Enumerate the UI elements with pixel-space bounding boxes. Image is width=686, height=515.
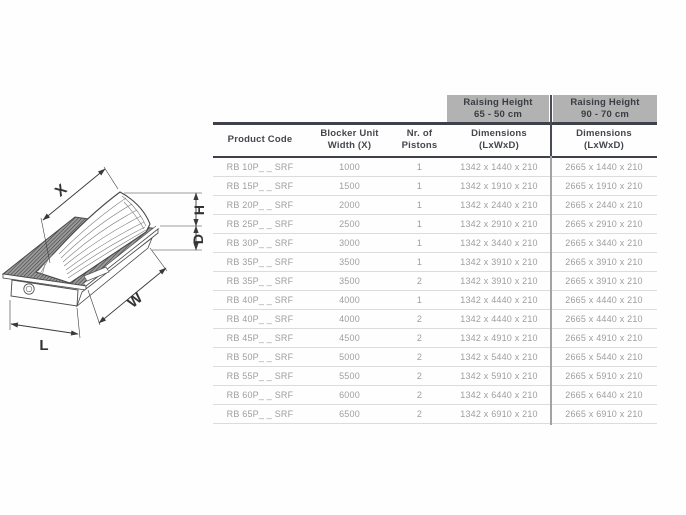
cell-blocker-width: 1000 bbox=[339, 162, 360, 172]
cell-blocker-width: 3500 bbox=[339, 257, 360, 267]
cell-dimensions-2: 2665 x 6910 x 210 bbox=[565, 409, 643, 419]
cell-dimensions-1: 1342 x 3910 x 210 bbox=[460, 257, 538, 267]
cell-pistons: 1 bbox=[416, 162, 423, 172]
cell-pistons: 2 bbox=[416, 333, 423, 343]
cell-product-code: RB 60P_ _ SRF bbox=[226, 390, 294, 400]
cell-dimensions-2: 2665 x 2910 x 210 bbox=[565, 219, 643, 229]
dim-label-x: X bbox=[51, 180, 71, 201]
dim-label-w: W bbox=[124, 289, 146, 312]
cell-pistons: 1 bbox=[416, 219, 423, 229]
cell-product-code: RB 40P_ _ SRF bbox=[226, 295, 294, 305]
cell-dimensions-1: 1342 x 1910 x 210 bbox=[460, 181, 538, 191]
cell-dimensions-1: 1342 x 4440 x 210 bbox=[460, 295, 538, 305]
cell-blocker-width: 2000 bbox=[339, 200, 360, 210]
table-row bbox=[213, 158, 657, 177]
column-header-blocker-width: Blocker Unit Width (X) bbox=[320, 127, 379, 151]
cell-dimensions-1: 1342 x 4440 x 210 bbox=[460, 314, 538, 324]
cell-dimensions-2: 2665 x 3440 x 210 bbox=[565, 238, 643, 248]
cell-product-code: RB 35P_ _ SRF bbox=[226, 257, 294, 267]
cell-product-code: RB 40P_ _ SRF bbox=[226, 314, 294, 324]
spec-table bbox=[213, 95, 657, 424]
cell-dimensions-1: 1342 x 3440 x 210 bbox=[460, 238, 538, 248]
cell-dimensions-1: 1342 x 2440 x 210 bbox=[460, 200, 538, 210]
cell-pistons: 2 bbox=[416, 314, 423, 324]
cell-product-code: RB 25P_ _ SRF bbox=[226, 219, 294, 229]
table-row bbox=[213, 405, 657, 424]
raising-height-title: Raising Height bbox=[463, 96, 533, 108]
cell-dimensions-2: 2665 x 3910 x 210 bbox=[565, 276, 643, 286]
cell-dimensions-2: 2665 x 6440 x 210 bbox=[565, 390, 643, 400]
raising-height-range: 90 - 70 cm bbox=[581, 108, 629, 120]
cell-dimensions-2: 2665 x 1910 x 210 bbox=[565, 181, 643, 191]
cell-dimensions-1: 1342 x 5440 x 210 bbox=[460, 352, 538, 362]
cell-blocker-width: 3000 bbox=[339, 238, 360, 248]
cell-pistons: 1 bbox=[416, 295, 423, 305]
cell-pistons: 2 bbox=[416, 390, 423, 400]
cell-dimensions-2: 2665 x 4910 x 210 bbox=[565, 333, 643, 343]
cell-pistons: 1 bbox=[416, 257, 423, 267]
cell-pistons: 1 bbox=[416, 238, 423, 248]
cell-blocker-width: 6500 bbox=[339, 409, 360, 419]
table-body bbox=[213, 158, 657, 424]
raising-height-65-50-header bbox=[447, 95, 549, 122]
cell-product-code: RB 45P_ _ SRF bbox=[226, 333, 294, 343]
dim-label-l: L bbox=[39, 337, 49, 354]
cell-blocker-width: 2500 bbox=[339, 219, 360, 229]
cell-pistons: 2 bbox=[416, 352, 423, 362]
cell-pistons: 1 bbox=[416, 200, 423, 210]
column-divider-line bbox=[550, 95, 552, 425]
table-row bbox=[213, 215, 657, 234]
table-row bbox=[213, 253, 657, 272]
raising-height-90-70-header bbox=[553, 95, 657, 122]
table-row bbox=[213, 310, 657, 329]
column-header-dimensions-2: Dimensions (LxWxD) bbox=[576, 127, 632, 151]
cell-pistons: 1 bbox=[416, 181, 423, 191]
cell-blocker-width: 1500 bbox=[339, 181, 360, 191]
column-header-dimensions-1: Dimensions (LxWxD) bbox=[471, 127, 527, 151]
cell-dimensions-2: 2665 x 5440 x 210 bbox=[565, 352, 643, 362]
table-row bbox=[213, 386, 657, 405]
table-row bbox=[213, 348, 657, 367]
cell-product-code: RB 65P_ _ SRF bbox=[226, 409, 294, 419]
cell-product-code: RB 55P_ _ SRF bbox=[226, 371, 294, 381]
cell-pistons: 2 bbox=[416, 371, 423, 381]
raising-height-band bbox=[213, 95, 657, 122]
dim-label-d: D bbox=[190, 233, 206, 245]
cell-dimensions-2: 2665 x 4440 x 210 bbox=[565, 314, 643, 324]
raising-height-range: 65 - 50 cm bbox=[474, 108, 522, 120]
dim-label-h: H bbox=[191, 204, 207, 216]
table-row bbox=[213, 367, 657, 386]
table-row bbox=[213, 329, 657, 348]
cell-dimensions-1: 1342 x 5910 x 210 bbox=[460, 371, 538, 381]
cell-dimensions-1: 1342 x 1440 x 210 bbox=[460, 162, 538, 172]
cell-dimensions-2: 2665 x 4440 x 210 bbox=[565, 295, 643, 305]
cell-dimensions-1: 1342 x 6440 x 210 bbox=[460, 390, 538, 400]
column-header-pistons: Nr. of Pistons bbox=[401, 127, 438, 151]
cell-blocker-width: 6000 bbox=[339, 390, 360, 400]
cell-blocker-width: 5500 bbox=[339, 371, 360, 381]
cell-blocker-width: 4500 bbox=[339, 333, 360, 343]
cell-blocker-width: 5000 bbox=[339, 352, 360, 362]
cell-blocker-width: 3500 bbox=[339, 276, 360, 286]
table-row bbox=[213, 177, 657, 196]
cell-blocker-width: 4000 bbox=[339, 314, 360, 324]
cell-pistons: 2 bbox=[416, 276, 423, 286]
road-blocker-isometric-drawing bbox=[2, 158, 210, 364]
cell-dimensions-2: 2665 x 2440 x 210 bbox=[565, 200, 643, 210]
cell-product-code: RB 30P_ _ SRF bbox=[226, 238, 294, 248]
raising-height-title: Raising Height bbox=[570, 96, 640, 108]
cell-dimensions-1: 1342 x 3910 x 210 bbox=[460, 276, 538, 286]
cell-dimensions-1: 1342 x 6910 x 210 bbox=[460, 409, 538, 419]
column-header-product-code: Product Code bbox=[227, 133, 293, 145]
cell-product-code: RB 20P_ _ SRF bbox=[226, 200, 294, 210]
cell-pistons: 2 bbox=[416, 409, 423, 419]
cell-product-code: RB 35P_ _ SRF bbox=[226, 276, 294, 286]
table-row bbox=[213, 234, 657, 253]
cell-product-code: RB 15P_ _ SRF bbox=[226, 181, 294, 191]
dimension-l bbox=[10, 300, 80, 338]
cell-product-code: RB 10P_ _ SRF bbox=[226, 162, 294, 172]
cell-product-code: RB 50P_ _ SRF bbox=[226, 352, 294, 362]
cell-dimensions-2: 2665 x 3910 x 210 bbox=[565, 257, 643, 267]
cell-dimensions-2: 2665 x 5910 x 210 bbox=[565, 371, 643, 381]
table-row bbox=[213, 272, 657, 291]
cell-blocker-width: 4000 bbox=[339, 295, 360, 305]
conduit-pipe-icon bbox=[24, 284, 34, 294]
table-row bbox=[213, 196, 657, 215]
cell-dimensions-1: 1342 x 2910 x 210 bbox=[460, 219, 538, 229]
table-row bbox=[213, 291, 657, 310]
cell-dimensions-1: 1342 x 4910 x 210 bbox=[460, 333, 538, 343]
cell-dimensions-2: 2665 x 1440 x 210 bbox=[565, 162, 643, 172]
column-header-row bbox=[213, 125, 657, 156]
